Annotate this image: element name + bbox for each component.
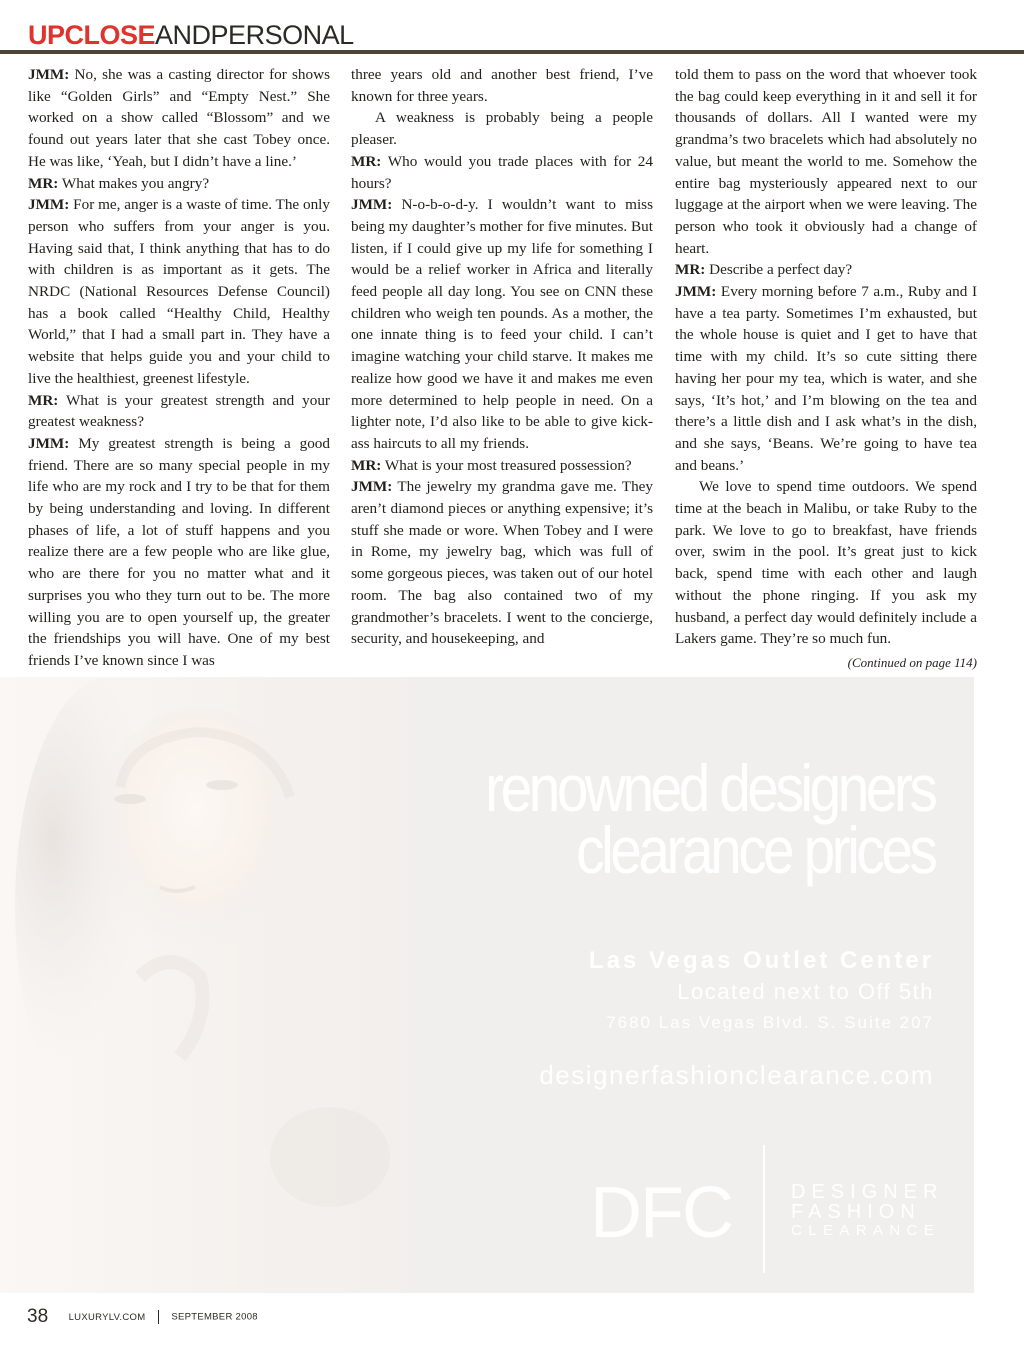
section-title-personal: PERSONAL [210,20,354,50]
ad-headline [484,751,934,887]
article-paragraph [351,455,653,477]
article-column-3 [675,64,977,674]
paragraph-text: No, she was a casting director for shows like “Golden Girls” and “Empty Nest.” She worked on a show called “Blossom” and we found out years later that she cast Tobey once. He was like, ‘Yeah, but I didn’t have a line.’ [28,66,330,170]
footer-separator [158,1310,159,1324]
ad-headline-line-2: clearance prices [575,813,934,887]
paragraph-text: N-o-b-o-d-y. I wouldn’t want to miss being my daughter’s mother for five minutes. But listen, if I could give up my life for something I would be a relief worker in Africa and literally feed people all day long. You see on CNN these children who weigh ten pounds. As a mother, the one innate thing is to feed your child. I can’t imagine watching your child starve. It makes me realize how good we have it and makes me even more determined to help people in need. On a lighter note, I’d also like to be able to give kick-ass haircuts to all my friends. [351,196,653,452]
article-paragraph [28,194,330,389]
ad-address: 7680 Las Vegas Blvd. S. Suite 207 [606,1013,934,1032]
article-paragraph [28,390,330,433]
article-column-1 [28,64,330,672]
ad-location-note: Located next to Off 5th [677,979,934,1004]
model-photo [0,677,420,1293]
page-footer [27,1306,258,1330]
paragraph-text: What makes you angry? [58,174,210,192]
article-paragraph [351,64,653,107]
section-title-upclose: UPCLOSE [28,20,156,50]
speaker-label: JMM: [28,434,70,452]
ad-headline-line-1: renowned designers [484,751,934,825]
footer-date: SEPTEMBER 2008 [171,1311,258,1323]
article-paragraph [675,281,977,476]
article-paragraph [351,194,653,454]
article-paragraph [351,151,653,194]
article-paragraph [675,476,977,650]
footer-site[interactable]: LUXURYLV.COM [68,1311,146,1323]
paragraph-text: three years old and another best friend, I’ve known for three years. [351,66,653,105]
article-column-2 [351,64,653,650]
article-paragraph [28,173,330,195]
logo-divider [763,1145,765,1273]
speaker-label: JMM: [28,66,70,83]
ad-location [589,947,934,1037]
paragraph-text: Who would you trade places with for 24 hours? [351,152,653,192]
advertisement[interactable] [0,677,974,1293]
paragraph-text: What is your greatest strength and your greatest weakness? [28,391,330,431]
paragraph-text: A weakness is probably being a people pleaser. [351,109,653,149]
continued-note: (Continued on page 114) [847,654,977,670]
speaker-label: JMM: [351,478,393,496]
paragraph-text: The jewelry my grandma gave me. They aren’t diamond pieces or anything expensive; it’s stuff she made or wore. When Tobey and I were in Rome, my jewelry bag, which was full of some gorgeous pieces, was taken out of our hotel room. The bag also contained two of my grandmother’s bracelets. I went to the concierge, security, and housekeeping, and [351,478,653,648]
article-paragraph [28,64,330,173]
header-rule [0,50,1024,54]
speaker-label: JMM: [675,283,717,301]
section-header [0,0,1024,56]
paragraph-text: told them to pass on the word that whoever took the bag could keep everything in it and sell it for thousands of dollars. All I wanted were my grandma’s two bracelets which had absolutely no value, but meant the world to me. Somehow the entire bag mysteriously appeared next to our luggage at the airport when we were leaving. The person who took it obviously had a change of heart. [675,66,977,257]
ad-url-link[interactable]: designerfashionclearance.com [539,1060,934,1090]
article-paragraph [351,476,653,650]
speaker-label: JMM: [351,196,393,214]
speaker-label: MR: [351,456,382,474]
ad-location-name: Las Vegas Outlet Center [588,947,934,974]
article-paragraph [675,259,977,281]
speaker-label: MR: [28,391,59,409]
speaker-label: MR: [675,261,706,279]
paragraph-text: What is your most treasured possession? [381,456,632,474]
article-paragraph [28,433,330,672]
paragraph-text: Every morning before 7 a.m., Ruby and I have a tea party. Sometimes I’m exhausted, but the whole house is quiet and I get to have that time with my child. It’s so cute sitting there having her pour my tea, which is water, and she says, ‘It’s hot,’ and I’m blowing on the tea and there’s a little dish and I ask what’s in the dish, and she says, ‘Beans. We’re going to have tea and beans.’ [675,283,977,474]
section-title [28,20,354,50]
section-title-and: AND [155,20,211,50]
page-number: 38 [27,1306,49,1327]
paragraph-text: We love to spend time outdoors. We spend time at the beach in Malibu, or take Ruby to the park. We love to go to breakfast, have friends over, swim in the pool. It’s great just to kick back, spend time with each other and laugh without the phone ringing. If you ask my husband, a perfect day would definitely include a Lakers game. They’re so much fun. [675,478,977,648]
speaker-label: MR: [351,152,382,170]
dfc-logo-words [791,1182,943,1240]
speaker-label: MR: [28,174,59,192]
paragraph-text: For me, anger is a waste of time. The only person who suffers from your anger is you. Having said that, I think anything that has to do with children is as important as it gets. The NRDC (National Resources Defense Council) has a book called “Healthy Child, Healthy World,” that I had a small part in. They have a website that helps guide you and your child to live the healthiest, greenest lifestyle. [28,196,330,387]
paragraph-text: Describe a perfect day? [705,261,853,279]
dfc-word-fashion: FASHION [791,1201,921,1223]
paragraph-text: My greatest strength is being a good friend. There are so many special people in my life who are my rock and I try to be that for them by being understanding and loving. In different phases of life, a lot of stuff happens and you realize there are a few people who are like glue, who are there for you no matter what and it surprises you who they turn out to be. The more willing you are to open yourself up, the greater the friendships you will have. One of my best friends I’ve known since I was [28,434,330,669]
dfc-word-designer: DESIGNER [791,1181,944,1203]
article-paragraph [675,64,977,259]
dfc-logo-mark: DFC [590,1173,732,1253]
dfc-word-clearance: CLEARANCE [791,1222,941,1239]
article-paragraph [351,107,653,150]
speaker-label: JMM: [28,196,70,214]
